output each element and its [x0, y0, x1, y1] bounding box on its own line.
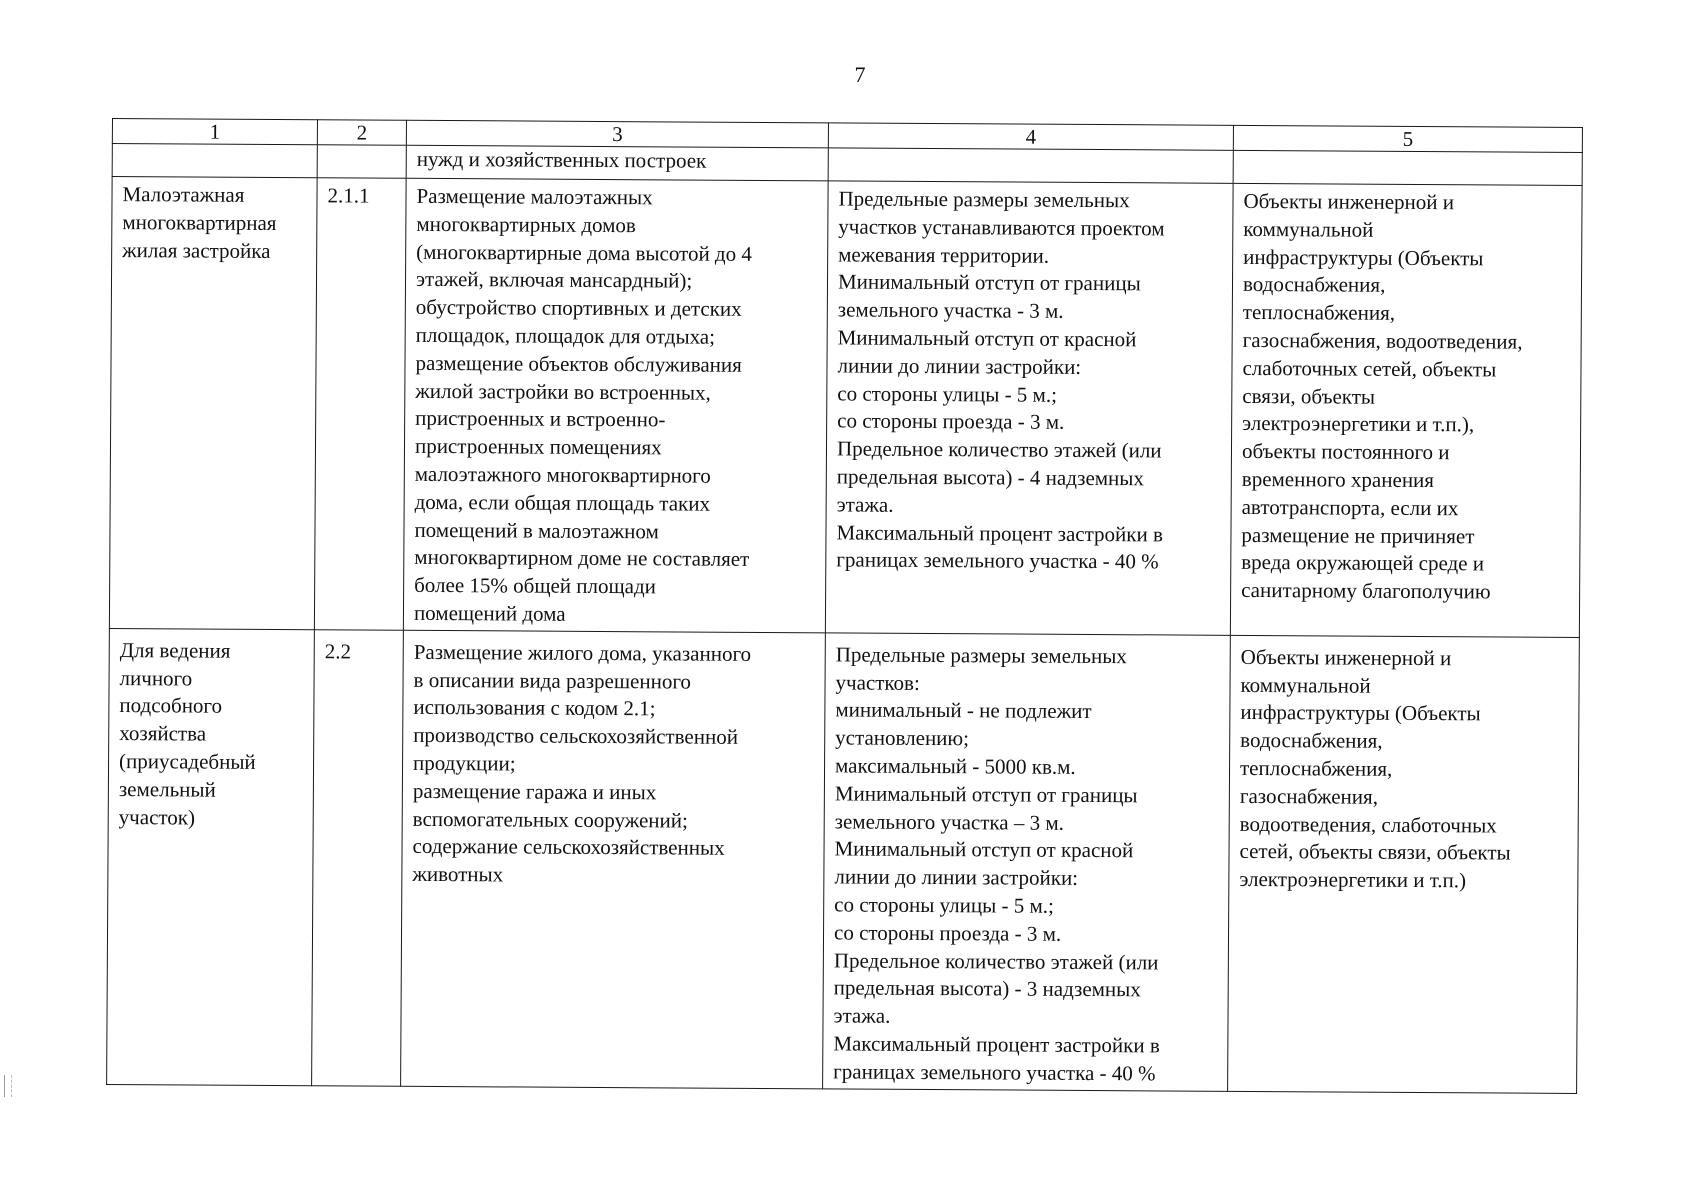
use-code-cell: 2.1.1 [314, 178, 406, 630]
continuation-cell-2 [317, 145, 406, 179]
continuation-cell-4 [828, 148, 1233, 183]
use-parameters-cell: Предельные размеры земельных участков устанавливаются проектом межевания территории. Минимальный отступ от границы земельного участка - 3 м. Минимальный отступ от красной линии до линии застройки: со стороны улицы - 5 м.; со стороны проезда - 3 м. Предельное количество этажей (или предельная высота) - 4 надземных этажа. Максимальный процент застройки в границах земельного участка - 40 % [825, 181, 1233, 635]
column-header-3: 3 [406, 120, 828, 148]
continuation-cell-5 [1233, 150, 1582, 185]
column-header-1: 1 [112, 119, 317, 145]
column-header-2: 2 [317, 120, 406, 146]
auxiliary-uses-cell: Объекты инженерной и коммунальной инфраструктуры (Объекты водоснабжения, теплоснабжения, газоснабжения, водоотведения, слаботочных сетей, объекты связи, объекты электроэнергетики и т.п.), объекты постоянного и временного хранения автотранспорта, если их размещение не причиняет вреда окружающей среде и санитарному благополучию [1230, 183, 1582, 637]
use-name-cell: Для ведения личного подсобного хозяйства (приусадебный земельный участок) [107, 628, 315, 1085]
table-row [107, 628, 1580, 1093]
column-header-5: 5 [1233, 125, 1582, 152]
use-description-cell: Размещение жилого дома, указанного в описании вида разрешенного использования с кодом 2.1; производство сельскохозяйственной продукции; размещение гаража и иных вспомогательных сооружений; содержание сельскохозяйственных животных [401, 630, 826, 1088]
table-row [109, 177, 1582, 638]
continuation-cell-3: нужд и хозяйственных построек [406, 145, 828, 181]
use-description-cell: Размещение малоэтажных многоквартирных домов (многоквартирные дома высотой до 4 этажей, включая мансардный); обустройство спортивных и детских площадок, площадок для отдыха; размещение объектов обслуживания жилой застройки во встроенных, пристроенных и встроенно- пристроенных помещениях малоэтажного многоквартирного дома, если общая площадь таких помещений в малоэтажном многоквартирном доме не составляет более 15% общей площади помещений дома [403, 178, 828, 632]
auxiliary-uses-cell: Объекты инженерной и коммунальной инфраструктуры (Объекты водоснабжения, теплоснабжения, газоснабжения, водоотведения, слаботочных сетей, объекты связи, объекты электроэнергетики и т.п.) [1228, 635, 1580, 1093]
land-use-table [106, 118, 1583, 1093]
page-number: 7 [854, 62, 866, 87]
use-code-cell: 2.2 [312, 629, 404, 1085]
scan-artifact [4, 1075, 12, 1097]
use-name-cell: Малоэтажная многоквартирная жилая застройка [109, 177, 317, 630]
column-header-4: 4 [828, 123, 1233, 150]
continuation-cell-1 [112, 144, 317, 178]
use-parameters-cell: Предельные размеры земельных участков: минимальный - не подлежит установлению; максимальный - 5000 кв.м. Минимальный отступ от границы земельного участка – 3 м. Минимальный отступ от красной линии до линии застройки: со стороны улицы - 5 м.; со стороны проезда - 3 м. Предельное количество этажей (или предельная высота) - 3 надземных этажа. Максимальный процент застройки в границах земельного участка - 40 % [823, 633, 1231, 1091]
